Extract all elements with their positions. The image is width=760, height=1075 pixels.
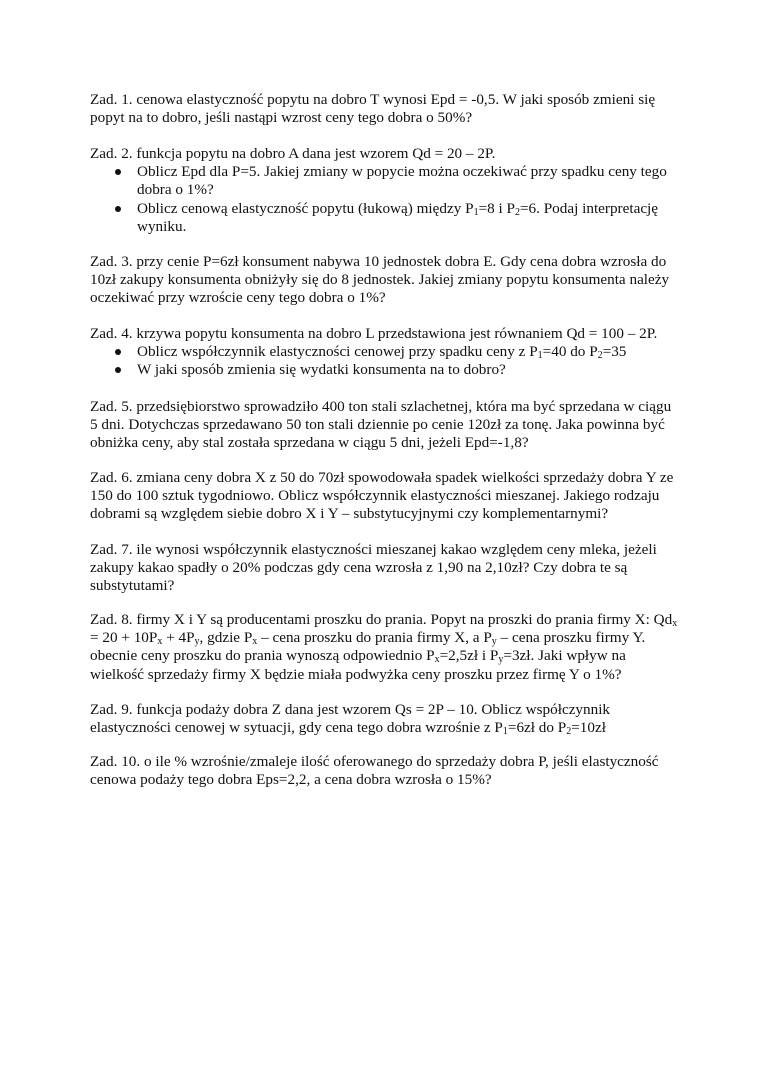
- task-8: [90, 611, 680, 684]
- task-1: [90, 91, 680, 127]
- text-run: =2,5zł i P: [439, 647, 499, 665]
- task-2-text: Zad. 2. funkcja popytu na dobro A dana jest wzorem Qd = 20 – 2P.: [90, 145, 496, 162]
- task-5-text: Zad. 5. przedsiębiorstwo sprowadziło 400 ton stali szlachetnej, która ma być sprzedana w ciągu 5 dni. Dotychczas sprzedawano 50 ton stali dziennie po cenie 120zł za tonę. Jaka powinna być obniżka ceny, aby stal została sprzedana w ciągu 5 dni, jeżeli Epd=-1,8?: [90, 398, 672, 452]
- task-3: [90, 253, 680, 308]
- text-run: =3zł. Jaki wpływ na wielkość sprzedaży firmy X będzie miała podwyżka ceny proszku przez firmę Y o 1%?: [90, 647, 626, 683]
- task-5: [90, 398, 680, 453]
- task-2-bullet-1: Oblicz Epd dla P=5. Jakiej zmiany w popycie można oczekiwać przy spadku ceny tego dobra o 1%?: [90, 163, 680, 199]
- subscript: y: [491, 636, 497, 648]
- subscript: 2: [566, 726, 572, 738]
- subscript: 1: [537, 350, 543, 362]
- text-run: =35: [602, 343, 627, 361]
- subscript: 1: [473, 206, 479, 218]
- text-run: Zad. 9. funkcja podaży dobra Z dana jest wzorem Qs = 2P – 10. Oblicz współczynnik elastyczności cenowej w sytuacji, gdy cena tego dobra wzrośnie z P: [90, 701, 611, 737]
- task-7: [90, 541, 680, 596]
- subscript: x: [157, 636, 163, 648]
- text-run: Zad. 8. firmy X i Y są producentami proszku do prania. Popyt na proszki do prania firmy X: Qd: [90, 611, 673, 628]
- task-4-bullet-1: [90, 343, 680, 361]
- subscript: x: [252, 636, 258, 648]
- subscript: x: [434, 654, 440, 666]
- subscript: 2: [597, 350, 603, 362]
- text-run: – cena proszku do prania firmy X, a P: [257, 629, 492, 647]
- task-4: [90, 325, 680, 380]
- subscript: y: [498, 654, 504, 666]
- task-9-text: [90, 701, 680, 737]
- task-10: [90, 753, 680, 789]
- text-run: =6zł do P: [507, 719, 567, 737]
- subscript: x: [672, 618, 678, 629]
- text-run: Oblicz współczynnik elastyczności cenowej przy spadku ceny z P: [137, 343, 538, 361]
- subscript: y: [194, 636, 200, 648]
- task-2-bullets: [90, 163, 680, 236]
- task-4-bullet-2: W jaki sposób zmienia się wydatki konsumenta na to dobro?: [90, 361, 680, 379]
- task-2: [90, 145, 680, 236]
- text-run: Oblicz cenową elastyczność popytu (łukową) między P: [137, 199, 474, 217]
- task-3-text: Zad. 3. przy cenie P=6zł konsument nabywa 10 jednostek dobra E. Gdy cena dobra wzrosła do 10zł zakupy konsumenta obniżyły się do 8 jednostek. Jakiej zmiany popytu konsumenta należy oczekiwać przy wzroście ceny tego dobra o 1%?: [90, 253, 670, 307]
- text-run: = 20 + 10P: [90, 629, 158, 647]
- task-2-bullet-2: [90, 200, 680, 236]
- text-run: , gdzie P: [199, 629, 253, 647]
- text-run: =6. Podaj interpretację wyniku.: [137, 199, 659, 235]
- task-7-text: Zad. 7. ile wynosi współczynnik elastyczności mieszanej kakao względem ceny mleka, jeżeli zakupy kakao spadły o 20% podczas gdy cena wzrosła z 1,90 na 2,10zł? Czy dobra te są substytutami?: [90, 541, 657, 595]
- task-1-text: Zad. 1. cenowa elastyczność popytu na dobro T wynosi Epd = -0,5. W jaki sposób zmieni się popyt na to dobro, jeśli nastąpi wzrost ceny tego dobra o 50%?: [90, 91, 656, 127]
- text-run: =40 do P: [542, 343, 598, 361]
- task-10-text: Zad. 10. o ile % wzrośnie/zmaleje ilość oferowanego do sprzedaży dobra P, jeśli elastyczność cenowa podaży tego dobra Eps=2,2, a cena dobra wzrosła o 15%?: [90, 753, 659, 789]
- text-run: =10zł: [571, 719, 606, 737]
- task-4-bullets: [90, 343, 680, 379]
- text-run: =8 i P: [478, 199, 515, 217]
- task-9: [90, 701, 680, 737]
- subscript: 1: [502, 726, 508, 738]
- task-6: [90, 469, 680, 524]
- task-6-text: Zad. 6. zmiana ceny dobra X z 50 do 70zł spowodowała spadek wielkości sprzedaży dobra Y ze 150 do 100 sztuk tygodniowo. Oblicz współczynnik elastyczności mieszanej. Jakiego rodzaju dobrami są względem siebie dobro X i Y – substytucyjnymi czy komplementarnymi?: [90, 469, 674, 523]
- text-run: – cena proszku firmy Y. obecnie ceny proszku do prania wynoszą odpowiednio P: [90, 629, 646, 665]
- task-8-text: [90, 611, 680, 684]
- task-4-text: Zad. 4. krzywa popytu konsumenta na dobro L przedstawiona jest równaniem Qd = 100 – 2P.: [90, 325, 658, 342]
- text-run: + 4P: [162, 629, 195, 647]
- subscript: 2: [514, 206, 520, 218]
